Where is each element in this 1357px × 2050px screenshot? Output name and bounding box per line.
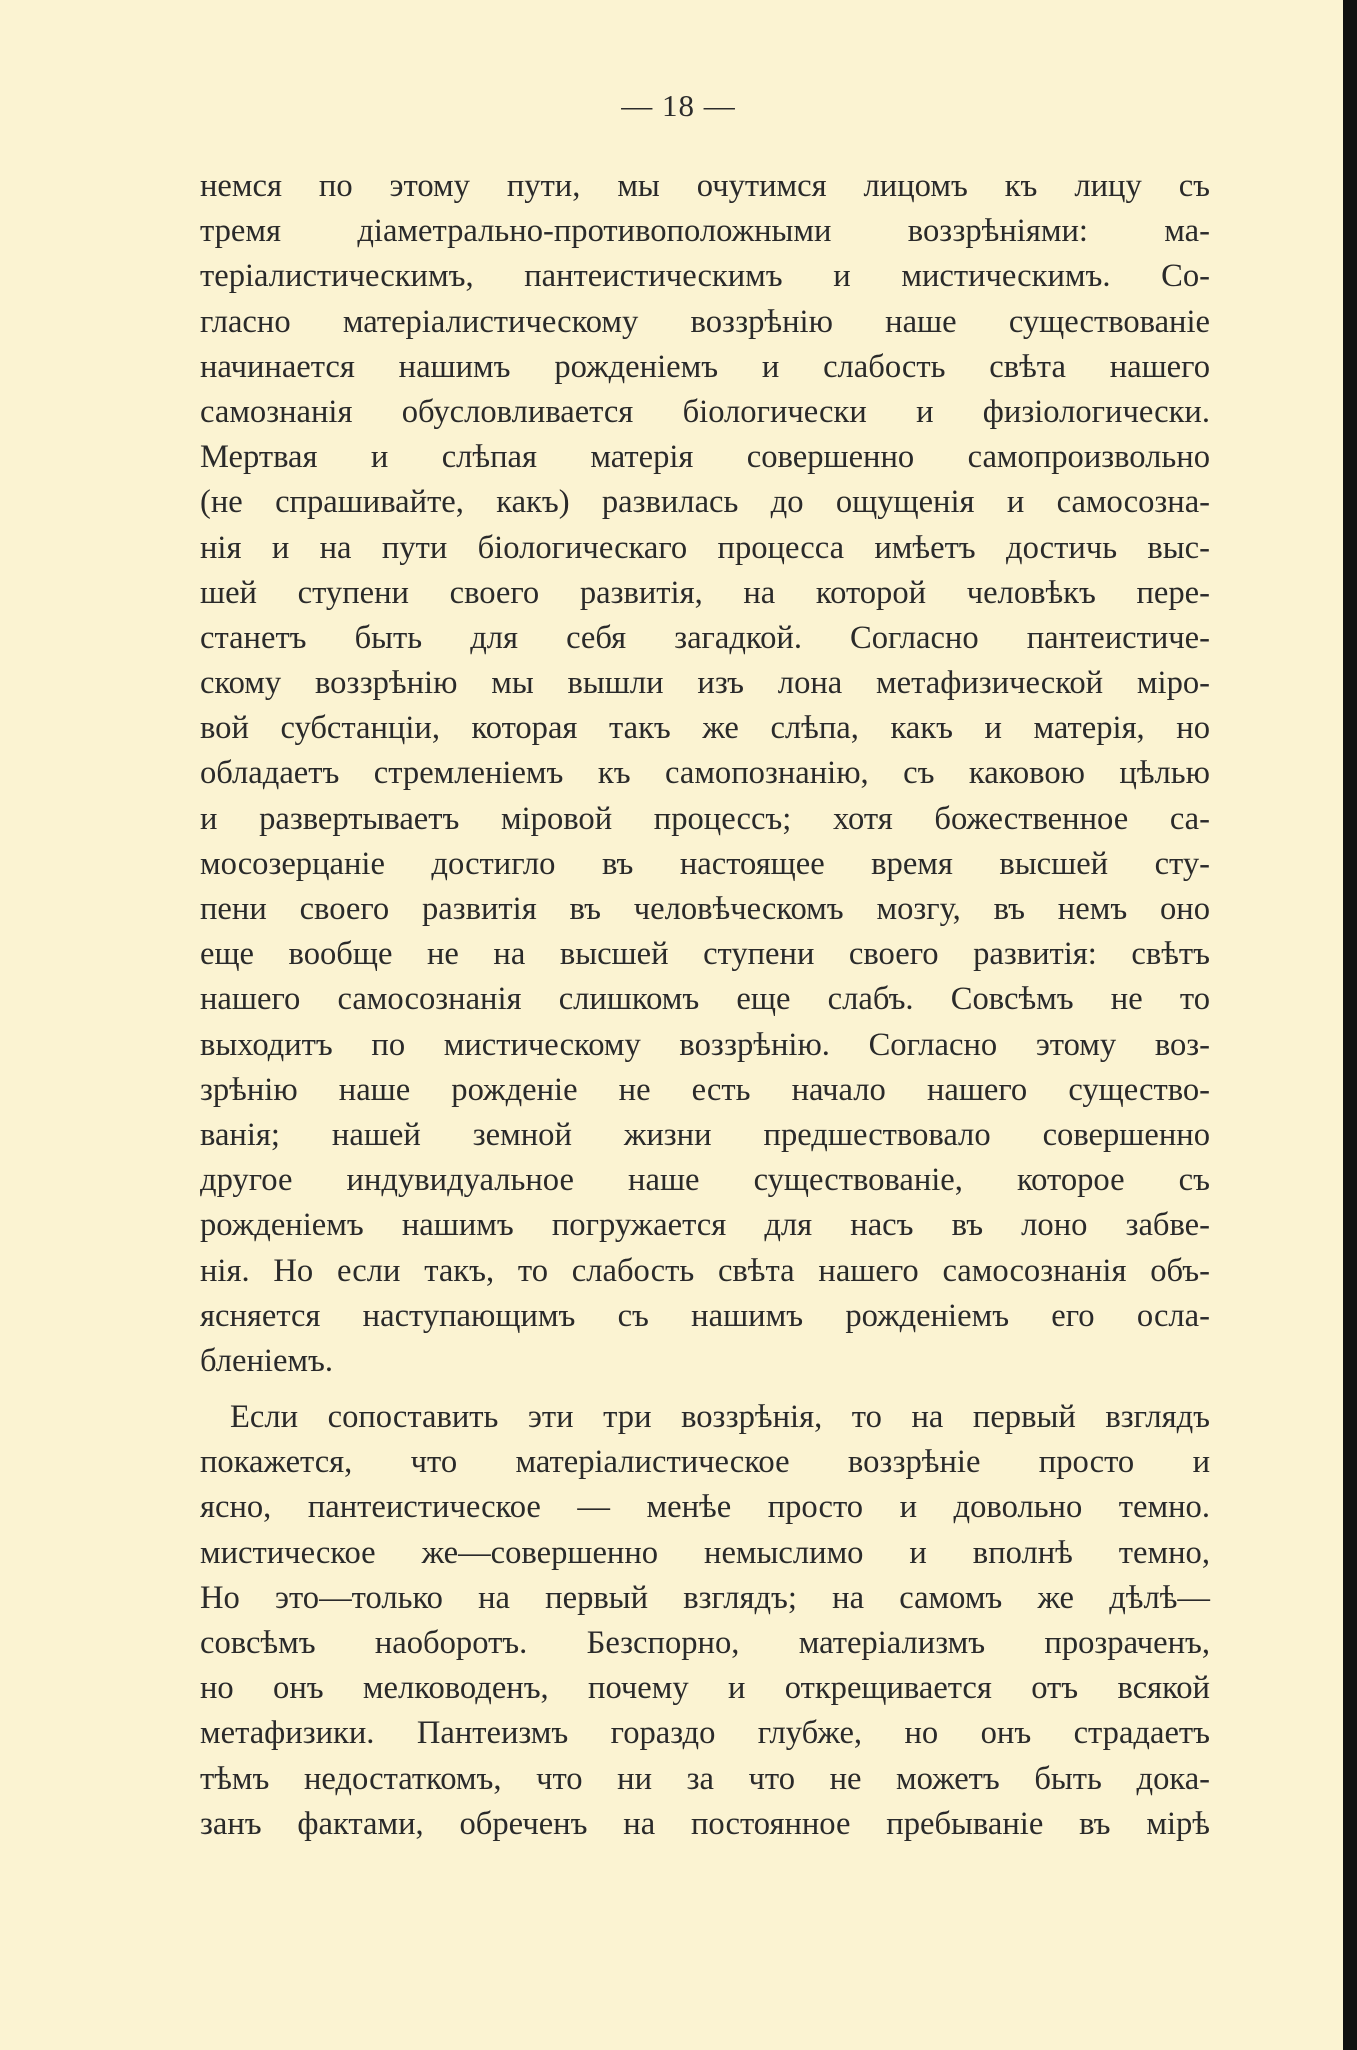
- text-line: самознанія обусловливается біологически и физіологически.: [200, 393, 1210, 430]
- text-line: шей ступени своего развитія, на которой человѣкъ пере-: [200, 574, 1210, 611]
- text-line: теріалистическимъ, пантеистическимъ и мистическимъ. Со-: [200, 258, 1210, 295]
- text-line: скому воззрѣнію мы вышли изъ лона метафизической міро-: [200, 665, 1210, 702]
- text-line: нашего самосознанія слишкомъ еще слабъ. Совсѣмъ не то: [200, 981, 1210, 1018]
- text-line: (не спрашивайте, какъ) развилась до ощущенія и самосозна-: [200, 484, 1210, 521]
- text-line: мосозерцаніе достигло въ настоящее время высшей сту-: [200, 845, 1210, 882]
- text-line: и развертываетъ міровой процессъ; хотя божественное са-: [200, 800, 1210, 837]
- text-line: Но это—только на первый взглядъ; на самомъ же дѣлѣ—: [200, 1579, 1210, 1616]
- text-line: еще вообще не на высшей ступени своего развитія: свѣтъ: [200, 936, 1210, 973]
- text-line: мистическое же—совершенно немыслимо и вполнѣ темно,: [200, 1534, 1210, 1571]
- text-line: другое индувидуальное наше существованіе, которое съ: [200, 1162, 1210, 1199]
- text-line: тѣмъ недостаткомъ, что ни за что не можетъ быть дока-: [200, 1760, 1210, 1797]
- body-text: [200, 164, 1210, 1847]
- text-line: тремя діаметрально-противоположными воззрѣніями: ма-: [200, 213, 1210, 250]
- text-line: Мертвая и слѣпая матерія совершенно самопроизвольно: [200, 439, 1210, 476]
- text-line: ясняется наступающимъ съ нашимъ рожденіемъ его осла-: [200, 1297, 1210, 1334]
- text-line: рожденіемъ нашимъ погружается для насъ въ лоно забве-: [200, 1207, 1210, 1244]
- paragraph-gap: [200, 1384, 1210, 1395]
- text-line: выходитъ по мистическому воззрѣнію. Согласно этому воз-: [200, 1026, 1210, 1063]
- paragraph-2: [200, 1395, 1210, 1847]
- text-line: нія. Но если такъ, то слабость свѣта нашего самосознанія объ-: [200, 1252, 1210, 1289]
- scan-edge: [1343, 0, 1357, 2050]
- text-line: гласно матеріалистическому воззрѣнію наше существованіе: [200, 303, 1210, 340]
- text-line: покажется, что матеріалистическое воззрѣніе просто и: [200, 1444, 1210, 1481]
- text-line: Если сопоставить эти три воззрѣнія, то на первый взглядъ: [230, 1399, 1210, 1436]
- text-line: обладаетъ стремленіемъ къ самопознанію, съ каковою цѣлью: [200, 755, 1210, 792]
- text-line: метафизики. Пантеизмъ гораздо глубже, но онъ страдаетъ: [200, 1715, 1210, 1752]
- text-line: станетъ быть для себя загадкой. Согласно пантеистиче-: [200, 619, 1210, 656]
- text-line: занъ фактами, обреченъ на постоянное пребываніе въ мірѣ: [200, 1805, 1210, 1842]
- text-line: начинается нашимъ рожденіемъ и слабость свѣта нашего: [200, 348, 1210, 385]
- text-line: нія и на пути біологическаго процесса имѣетъ достичь выс-: [200, 529, 1210, 566]
- page-number: — 18 —: [621, 88, 736, 123]
- text-line: бленіемъ.: [200, 1342, 334, 1379]
- text-line: ясно, пантеистическое — менѣе просто и довольно темно.: [200, 1489, 1210, 1526]
- paragraph-1: [200, 164, 1210, 1384]
- text-line: зрѣнію наше рожденіе не есть начало нашего существо-: [200, 1071, 1210, 1108]
- text-line: немся по этому пути, мы очутимся лицомъ къ лицу съ: [200, 168, 1210, 204]
- text-line: вой субстанціи, которая такъ же слѣпа, какъ и матерія, но: [200, 710, 1210, 747]
- text-line: ванія; нашей земной жизни предшествовало совершенно: [200, 1116, 1210, 1153]
- text-line: совсѣмъ наоборотъ. Безспорно, матеріализмъ прозраченъ,: [200, 1625, 1210, 1661]
- text-line: но онъ мелководенъ, почему и открещивается отъ всякой: [200, 1670, 1210, 1707]
- text-line: пени своего развитія въ человѣческомъ мозгу, въ немъ оно: [200, 891, 1210, 927]
